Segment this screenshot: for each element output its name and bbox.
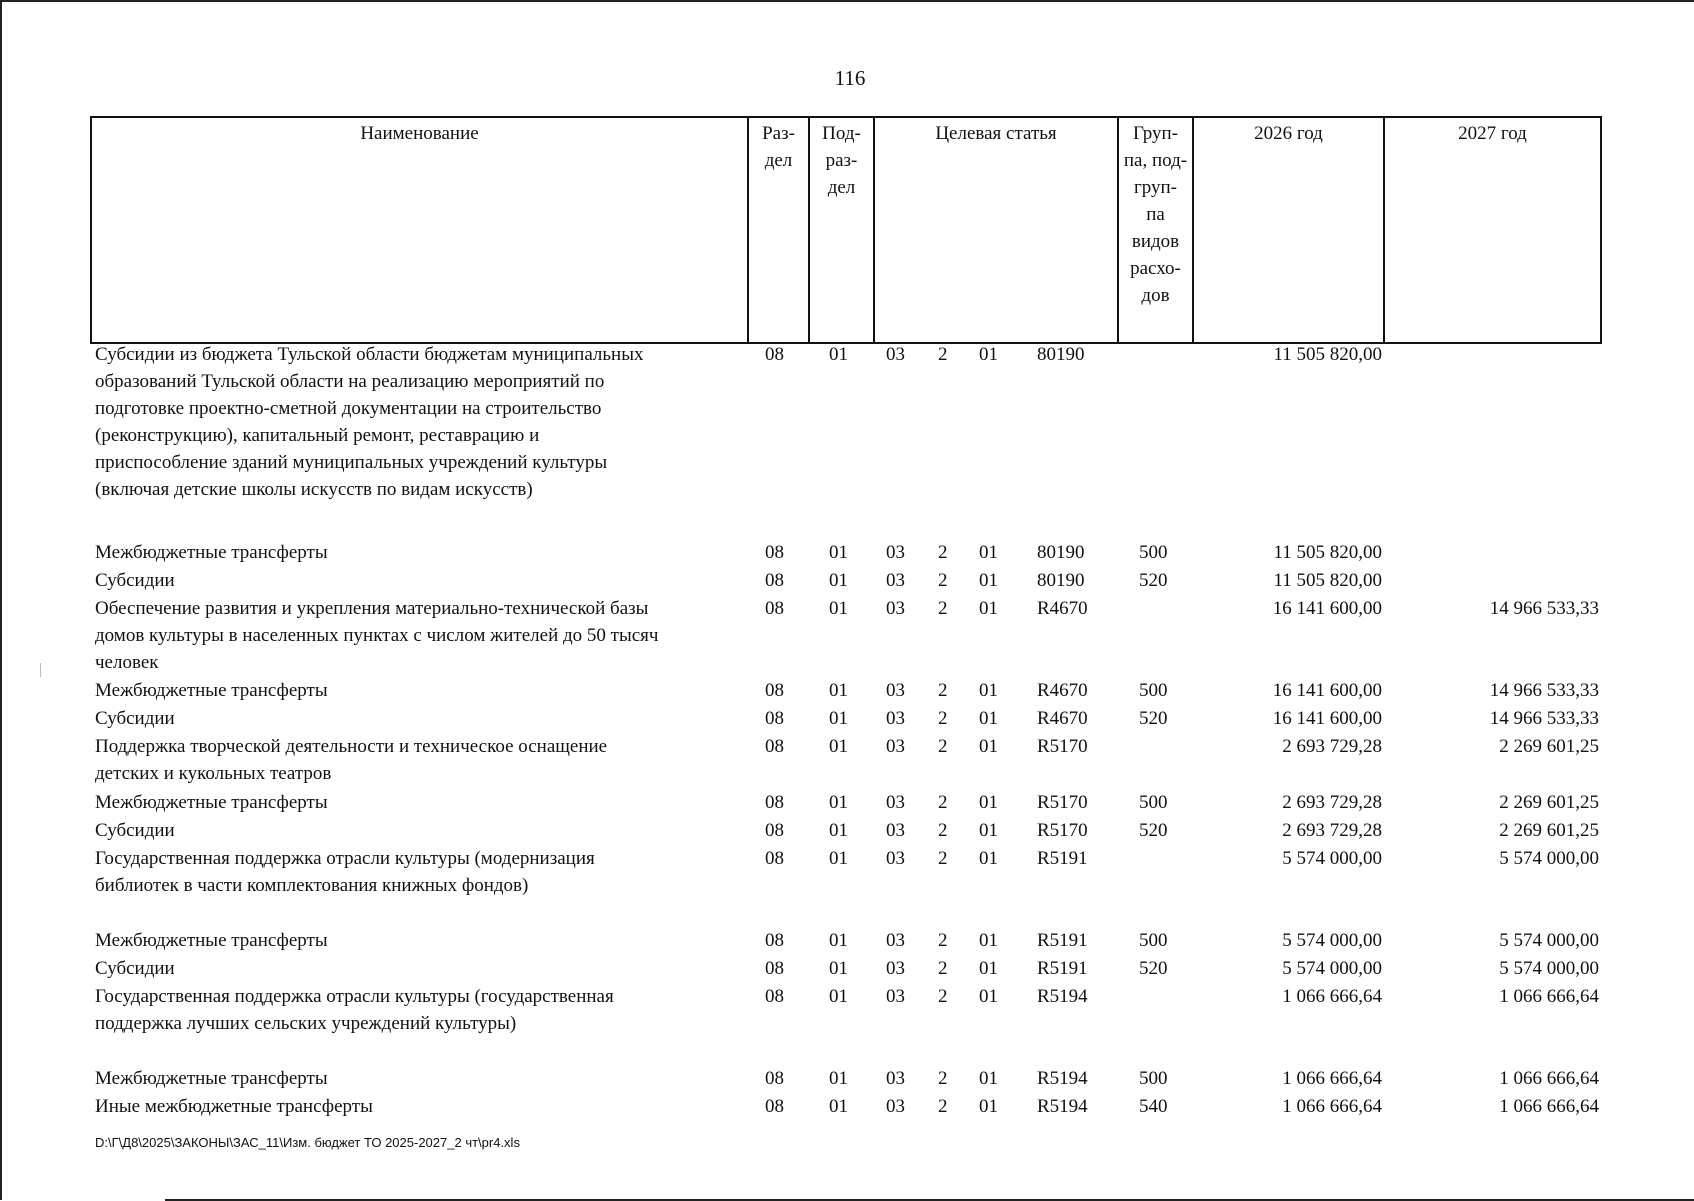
amount-2027: 1 066 666,64 xyxy=(1499,1096,1599,1117)
podrazdel-code: 01 xyxy=(829,570,848,591)
header-name: Наименование xyxy=(360,123,479,144)
row-name xyxy=(95,955,745,982)
podrazdel-code: 01 xyxy=(829,1096,848,1117)
amount-2026: 11 505 820,00 xyxy=(1273,344,1382,365)
target-article-type: 2 xyxy=(938,736,948,757)
podrazdel-code: 01 xyxy=(829,598,848,619)
target-article-direction: 80190 xyxy=(1037,570,1085,591)
razdel-code: 08 xyxy=(765,930,784,951)
row-name xyxy=(95,1093,745,1120)
expense-group-code: 500 xyxy=(1139,930,1168,951)
row-name xyxy=(95,677,745,704)
amount-2027: 1 066 666,64 xyxy=(1499,1068,1599,1089)
header-target-article: Целевая статья xyxy=(935,123,1057,144)
amount-2026: 1 066 666,64 xyxy=(1282,1068,1382,1089)
row-name-line: (включая детские школы искусств по видам искусств) xyxy=(95,479,533,500)
target-article-direction: 80190 xyxy=(1037,542,1085,563)
row-name-line: детских и кукольных театров xyxy=(95,763,332,784)
razdel-code: 08 xyxy=(765,1096,784,1117)
target-article-direction: R5170 xyxy=(1037,792,1088,813)
target-article-subprogram: 01 xyxy=(979,792,998,813)
header-expense-group-line: Груп- xyxy=(1132,123,1179,144)
expense-group-code: 500 xyxy=(1139,542,1168,563)
header-year-2026: 2026 год xyxy=(1254,123,1323,144)
razdel-code: 08 xyxy=(765,736,784,757)
row-name-line: библиотек в части комплектования книжных фондов) xyxy=(95,875,529,896)
target-article-program: 03 xyxy=(886,1068,905,1089)
footer-file-path: D:\Г\Д8\2025\ЗАКОНЫ\ЗАС_11\Изм. бюджет ТО 2025-2027_2 чт\pr4.xls xyxy=(95,1135,520,1150)
podrazdel-code: 01 xyxy=(829,848,848,869)
target-article-type: 2 xyxy=(938,792,948,813)
podrazdel-code: 01 xyxy=(829,708,848,729)
target-article-subprogram: 01 xyxy=(979,848,998,869)
podrazdel-code: 01 xyxy=(829,1068,848,1089)
row-name xyxy=(95,595,745,676)
target-article-subprogram: 01 xyxy=(979,708,998,729)
target-article-type: 2 xyxy=(938,848,948,869)
target-article-direction: R5194 xyxy=(1037,1068,1088,1089)
expense-group-code: 500 xyxy=(1139,680,1168,701)
target-article-type: 2 xyxy=(938,570,948,591)
expense-group-code: 500 xyxy=(1139,792,1168,813)
target-article-program: 03 xyxy=(886,708,905,729)
podrazdel-code: 01 xyxy=(829,986,848,1007)
podrazdel-code: 01 xyxy=(829,680,848,701)
row-name-line: Межбюджетные трансферты xyxy=(95,680,328,701)
row-name-line: Поддержка творческой деятельности и техническое оснащение xyxy=(95,736,608,757)
header-podrazdel-line: дел xyxy=(827,177,856,198)
amount-2027: 5 574 000,00 xyxy=(1499,848,1599,869)
expense-group-code: 540 xyxy=(1139,1096,1168,1117)
podrazdel-code: 01 xyxy=(829,736,848,757)
target-article-subprogram: 01 xyxy=(979,736,998,757)
row-name-line: приспособление зданий муниципальных учреждений культуры xyxy=(95,452,608,473)
header-expense-group-line: па, под- xyxy=(1123,150,1188,171)
amount-2027: 14 966 533,33 xyxy=(1489,708,1599,729)
target-article-program: 03 xyxy=(886,598,905,619)
target-article-type: 2 xyxy=(938,1096,948,1117)
row-name-line: Государственная поддержка отрасли культуры (государственная xyxy=(95,986,614,1007)
target-article-program: 03 xyxy=(886,958,905,979)
row-name-line: поддержка лучших сельских учреждений культуры) xyxy=(95,1013,517,1034)
row-name-line: Субсидии xyxy=(95,958,175,979)
amount-2026: 16 141 600,00 xyxy=(1272,598,1382,619)
row-name-line: (реконструкцию), капитальный ремонт, реставрацию и xyxy=(95,425,540,446)
header-podrazdel-line: Под- xyxy=(822,123,861,144)
amount-2027: 1 066 666,64 xyxy=(1499,986,1599,1007)
expense-group-code: 500 xyxy=(1139,1068,1168,1089)
razdel-code: 08 xyxy=(765,848,784,869)
razdel-code: 08 xyxy=(765,986,784,1007)
header-expense-group xyxy=(1119,120,1192,309)
target-article-direction: R5170 xyxy=(1037,820,1088,841)
razdel-code: 08 xyxy=(765,958,784,979)
row-name-line: Субсидии xyxy=(95,570,175,591)
amount-2027: 2 269 601,25 xyxy=(1499,792,1599,813)
row-name xyxy=(95,341,745,503)
scan-left-edge xyxy=(0,0,2,1200)
target-article-direction: 80190 xyxy=(1037,344,1085,365)
target-article-type: 2 xyxy=(938,820,948,841)
razdel-code: 08 xyxy=(765,820,784,841)
row-name-line: Субсидии xyxy=(95,708,175,729)
amount-2027: 5 574 000,00 xyxy=(1499,930,1599,951)
amount-2026: 1 066 666,64 xyxy=(1282,986,1382,1007)
target-article-type: 2 xyxy=(938,680,948,701)
header-divider xyxy=(1192,118,1194,342)
amount-2027: 5 574 000,00 xyxy=(1499,958,1599,979)
header-podrazdel xyxy=(810,120,873,201)
amount-2026: 5 574 000,00 xyxy=(1282,958,1382,979)
header-divider xyxy=(1383,118,1385,342)
header-expense-group-line: па xyxy=(1146,204,1165,225)
target-article-program: 03 xyxy=(886,344,905,365)
target-article-program: 03 xyxy=(886,736,905,757)
target-article-subprogram: 01 xyxy=(979,598,998,619)
header-expense-group-line: груп- xyxy=(1133,177,1178,198)
amount-2026: 2 693 729,28 xyxy=(1282,820,1382,841)
row-name-line: домов культуры в населенных пунктах с числом жителей до 50 тысяч xyxy=(95,625,659,646)
row-name-line: подготовке проектно-сметной документации на строительство xyxy=(95,398,602,419)
podrazdel-code: 01 xyxy=(829,542,848,563)
header-razdel-line: дел xyxy=(764,150,793,171)
target-article-direction: R4670 xyxy=(1037,708,1088,729)
target-article-program: 03 xyxy=(886,930,905,951)
amount-2026: 5 574 000,00 xyxy=(1282,930,1382,951)
razdel-code: 08 xyxy=(765,792,784,813)
target-article-program: 03 xyxy=(886,848,905,869)
amount-2026: 1 066 666,64 xyxy=(1282,1096,1382,1117)
row-name-line: Межбюджетные трансферты xyxy=(95,542,328,563)
amount-2026: 11 505 820,00 xyxy=(1273,542,1382,563)
podrazdel-code: 01 xyxy=(829,344,848,365)
podrazdel-code: 01 xyxy=(829,820,848,841)
target-article-type: 2 xyxy=(938,1068,948,1089)
target-article-subprogram: 01 xyxy=(979,542,998,563)
row-name-line: Государственная поддержка отрасли культуры (модернизация xyxy=(95,848,595,869)
row-name-line: Обеспечение развития и укрепления материально-технической базы xyxy=(95,598,649,619)
amount-2026: 2 693 729,28 xyxy=(1282,736,1382,757)
razdel-code: 08 xyxy=(765,344,784,365)
target-article-direction: R5194 xyxy=(1037,1096,1088,1117)
row-name-line: Субсидии xyxy=(95,820,175,841)
amount-2026: 16 141 600,00 xyxy=(1272,680,1382,701)
amount-2026: 2 693 729,28 xyxy=(1282,792,1382,813)
row-name xyxy=(95,789,745,816)
expense-group-code: 520 xyxy=(1139,570,1168,591)
razdel-code: 08 xyxy=(765,598,784,619)
amount-2026: 11 505 820,00 xyxy=(1273,570,1382,591)
target-article-type: 2 xyxy=(938,930,948,951)
row-name-line: человек xyxy=(95,652,159,673)
header-expense-group-line: видов xyxy=(1131,231,1180,252)
target-article-type: 2 xyxy=(938,344,948,365)
razdel-code: 08 xyxy=(765,570,784,591)
target-article-direction: R4670 xyxy=(1037,680,1088,701)
target-article-subprogram: 01 xyxy=(979,930,998,951)
row-name xyxy=(95,539,745,566)
podrazdel-code: 01 xyxy=(829,930,848,951)
target-article-program: 03 xyxy=(886,820,905,841)
header-razdel xyxy=(749,120,808,174)
expense-group-code: 520 xyxy=(1139,820,1168,841)
expense-group-code: 520 xyxy=(1139,958,1168,979)
razdel-code: 08 xyxy=(765,542,784,563)
target-article-program: 03 xyxy=(886,1096,905,1117)
row-name-line: Межбюджетные трансферты xyxy=(95,1068,328,1089)
target-article-subprogram: 01 xyxy=(979,986,998,1007)
header-podrazdel-line: раз- xyxy=(825,150,858,171)
target-article-type: 2 xyxy=(938,708,948,729)
amount-2026: 5 574 000,00 xyxy=(1282,848,1382,869)
header-year-2027: 2027 год xyxy=(1458,123,1527,144)
target-article-type: 2 xyxy=(938,958,948,979)
header-razdel-line: Раз- xyxy=(762,123,795,144)
row-name-line: Межбюджетные трансферты xyxy=(95,792,328,813)
row-name xyxy=(95,1065,745,1092)
target-article-direction: R5191 xyxy=(1037,958,1088,979)
target-article-subprogram: 01 xyxy=(979,958,998,979)
target-article-type: 2 xyxy=(938,542,948,563)
margin-tick xyxy=(40,663,41,677)
razdel-code: 08 xyxy=(765,680,784,701)
row-name xyxy=(95,567,745,594)
scan-top-edge xyxy=(0,0,1694,2)
row-name-line: образований Тульской области на реализацию мероприятий по xyxy=(95,371,605,392)
row-name xyxy=(95,845,745,899)
target-article-subprogram: 01 xyxy=(979,820,998,841)
row-name-line: Иные межбюджетные трансферты xyxy=(95,1096,373,1117)
page-number: 116 xyxy=(834,66,866,90)
header-expense-group-line: дов xyxy=(1141,285,1170,306)
target-article-direction: R5194 xyxy=(1037,986,1088,1007)
row-name-line: Субсидии из бюджета Тульской области бюджетам муниципальных xyxy=(95,344,644,365)
target-article-direction: R5170 xyxy=(1037,736,1088,757)
razdel-code: 08 xyxy=(765,1068,784,1089)
target-article-subprogram: 01 xyxy=(979,680,998,701)
target-article-direction: R5191 xyxy=(1037,848,1088,869)
amount-2027: 2 269 601,25 xyxy=(1499,736,1599,757)
header-expense-group-line: расхо- xyxy=(1130,258,1181,279)
row-name-line: Межбюджетные трансферты xyxy=(95,930,328,951)
target-article-program: 03 xyxy=(886,680,905,701)
row-name xyxy=(95,927,745,954)
target-article-program: 03 xyxy=(886,542,905,563)
amount-2026: 16 141 600,00 xyxy=(1272,708,1382,729)
row-name xyxy=(95,817,745,844)
row-name xyxy=(95,733,745,787)
target-article-program: 03 xyxy=(886,986,905,1007)
target-article-subprogram: 01 xyxy=(979,570,998,591)
amount-2027: 14 966 533,33 xyxy=(1489,680,1599,701)
target-article-type: 2 xyxy=(938,986,948,1007)
razdel-code: 08 xyxy=(765,708,784,729)
amount-2027: 2 269 601,25 xyxy=(1499,820,1599,841)
amount-2027: 14 966 533,33 xyxy=(1489,598,1599,619)
target-article-direction: R4670 xyxy=(1037,598,1088,619)
target-article-direction: R5191 xyxy=(1037,930,1088,951)
target-article-subprogram: 01 xyxy=(979,1096,998,1117)
table-header xyxy=(90,116,1602,344)
podrazdel-code: 01 xyxy=(829,792,848,813)
target-article-type: 2 xyxy=(938,598,948,619)
target-article-program: 03 xyxy=(886,792,905,813)
row-name xyxy=(95,983,745,1037)
target-article-subprogram: 01 xyxy=(979,344,998,365)
header-divider xyxy=(873,118,875,342)
row-name xyxy=(95,705,745,732)
expense-group-code: 520 xyxy=(1139,708,1168,729)
target-article-program: 03 xyxy=(886,570,905,591)
target-article-subprogram: 01 xyxy=(979,1068,998,1089)
podrazdel-code: 01 xyxy=(829,958,848,979)
